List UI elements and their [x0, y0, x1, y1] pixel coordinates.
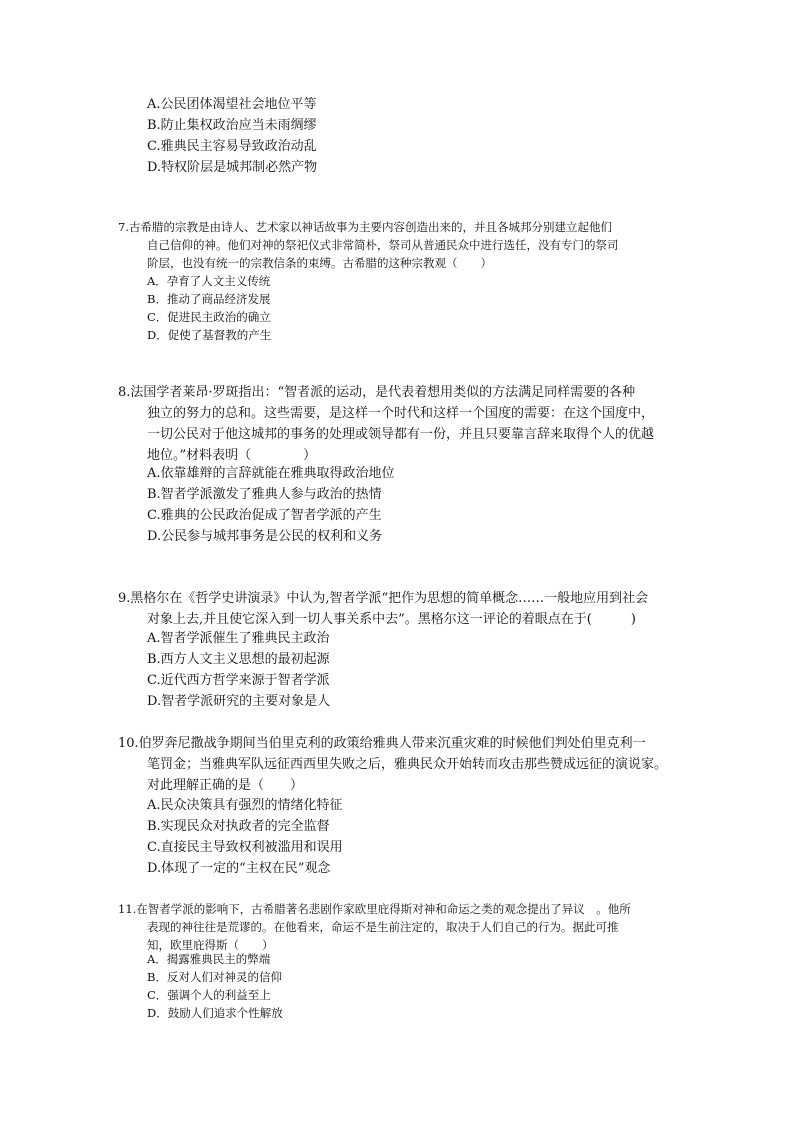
- q11-stem-line: 知，欧里庇得斯（ ）: [147, 938, 274, 952]
- q9-stem-line: 9.黑格尔在《哲学史讲演录》中认为,智者学派“把作为思想的简单概念……一般地应用到社会: [118, 591, 649, 606]
- q7-option-b: B．推动了商品经济发展: [147, 292, 271, 306]
- q11-option-c: C．强调个人的利益至上: [147, 988, 271, 1002]
- q10-option-d: D.体现了一定的“主权在民”观念: [147, 861, 331, 876]
- q10-stem-line: 10.伯罗奔尼撒战争期间当伯里克利的政策给雅典人带来沉重灾难的时候他们判处伯里克利一: [118, 736, 646, 751]
- q8-option-b: B.智者学派激发了雅典人参与政治的热情: [147, 487, 382, 502]
- q10-stem-line: 笔罚金；当雅典军队远征西西里失败之后，雅典民众开始转而攻击那些赞成远征的演说家。: [147, 757, 668, 772]
- q11-stem: [118, 900, 706, 954]
- q9-option-d: D.智者学派研究的主要对象是人: [147, 694, 331, 709]
- q8-option-d: D.公民参与城邦事务是公民的权利和义务: [147, 529, 383, 544]
- q7-option-a: A．孕育了人文主义传统: [147, 274, 271, 288]
- q10-option-c: C.直接民主导致权利被滥用和误用: [147, 840, 343, 855]
- q10-option-a: A.民众决策具有强烈的情绪化特征: [147, 798, 343, 813]
- q7-option-d: D．促使了基督教的产生: [147, 328, 272, 342]
- q11-option-d: D．鼓励人们追求个性解放: [147, 1006, 283, 1020]
- q9-option-a: A.智者学派催生了雅典民主政治: [147, 631, 330, 646]
- q9-option-b: B.西方人文主义思想的最初起源: [147, 652, 330, 667]
- q6-option-c: C.雅典民主容易导致政治动乱: [147, 139, 317, 154]
- q6-option-b: B.防止集权政治应当未雨绸缪: [147, 118, 317, 133]
- q8-stem-line: 独立的努力的总和。这些需要，是这样一个时代和这样一个国度的需要：在这个国度中，: [147, 406, 655, 421]
- q10-stem: [118, 733, 706, 796]
- q9-option-c: C.近代西方哲学来源于智者学派: [147, 673, 330, 688]
- q11-options: [147, 950, 283, 1022]
- q6-option-d: D.特权阶层是城邦制必然产物: [147, 160, 318, 175]
- q9-stem: [118, 588, 706, 630]
- q11-option-a: A．揭露雅典民主的弊端: [147, 952, 271, 966]
- q11-stem-line: 11.在智者学派的影响下，古希腊著名悲剧作家欧里庇得斯对神和命运之类的观念提出了异议 。他所: [118, 902, 631, 916]
- q8-stem-line: 地位。”材料表明（ ）: [147, 448, 317, 463]
- q6-option-a: A.公民团体渴望社会地位平等: [147, 97, 317, 112]
- q8-stem-line: 一切公民对于他这城邦的事务的处理或领导都有一份，并且只要靠言辞来取得个人的优越: [147, 427, 655, 442]
- q9-stem-line: 对象上去,并且使它深入到一切人事关系中去”。黑格尔这一评论的着眼点在于( ): [147, 612, 636, 627]
- q7-stem-line: 阶层，也没有统一的宗教信条的束缚。古希腊的这种宗教观（ ）: [147, 256, 492, 270]
- q8-options: [147, 463, 395, 547]
- q6-options: [147, 94, 317, 178]
- q7-stem: [118, 218, 706, 272]
- q10-option-b: B.实现民众对执政者的完全监督: [147, 819, 330, 834]
- q7-stem-line: 7.古希腊的宗教是由诗人、艺术家以神话故事为主要内容创造出来的，并且各城邦分别建立起他们: [118, 220, 612, 234]
- q8-option-a: A.依靠雄辩的言辞就能在雅典取得政治地位: [147, 466, 395, 481]
- q8-stem-line: 8.法国学者莱昂·罗斑指出：“智者派的运动，是代表着想用类似的方法满足同样需要的各种: [118, 385, 636, 400]
- q11-stem-line: 表现的神往往是荒谬的。在他看来，命运不是生前注定的，取决于人们自己的行为。据此可推: [147, 920, 619, 934]
- q10-options: [147, 795, 343, 879]
- q7-options: [147, 272, 271, 344]
- q11-option-b: B．反对人们对神灵的信仰: [147, 970, 282, 984]
- q7-stem-line: 自己信仰的神。他们对神的祭祀仪式非常简朴，祭司从普通民众中进行选任，没有专门的祭司: [147, 238, 619, 252]
- q7-option-c: C．促进民主政治的确立: [147, 310, 271, 324]
- q9-options: [147, 628, 330, 712]
- q10-stem-line: 对此理解正确的是（ ）: [147, 778, 304, 793]
- q8-stem: [118, 382, 706, 466]
- q8-option-c: C.雅典的公民政治促成了智者学派的产生: [147, 508, 382, 523]
